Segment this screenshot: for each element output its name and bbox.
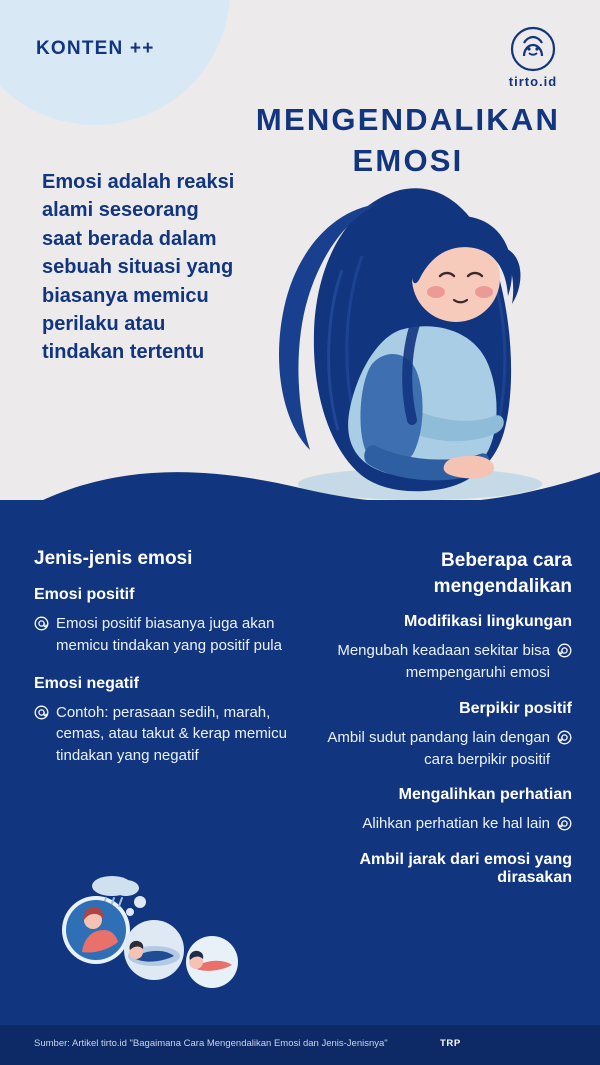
konten-blob-shape <box>0 0 230 125</box>
list-item-text: Emosi positif biasanya juga akan memicu tindakan yang positif pula <box>56 615 282 654</box>
at-symbol-bullet-icon <box>557 730 572 745</box>
left-subheading-positive: Emosi positif <box>34 586 135 603</box>
page-title-line2: EMOSI <box>352 142 464 178</box>
brand-logo <box>500 26 566 89</box>
at-symbol-bullet-icon <box>557 816 572 831</box>
people-thought-bubbles-illustration <box>36 872 266 992</box>
list-item <box>34 702 296 767</box>
tirto-face-logo-icon <box>510 26 556 72</box>
right-column-heading <box>320 548 572 599</box>
left-column-heading: Jenis-jenis emosi <box>34 548 193 569</box>
brand-name: tirto.id <box>508 74 558 89</box>
left-column <box>34 548 296 773</box>
konten-label: KONTEN ++ <box>36 38 155 59</box>
right-heading-line2: mengendalikan <box>433 575 572 597</box>
list-item <box>34 613 296 657</box>
bottom-section <box>0 500 600 1065</box>
source-text: Sumber: Artikel tirto.id "Bagaimana Cara Mengendalikan Emosi dan Jenis-Jenisnya" <box>34 1038 388 1049</box>
list-item <box>320 640 572 684</box>
right-subheading-modifikasi: Modifikasi lingkungan <box>403 613 572 631</box>
credit-text: TRP <box>440 1038 461 1049</box>
list-item-text: Mengubah keadaan sekitar bisa mempengaruhi emosi <box>337 642 550 682</box>
top-section <box>0 0 600 516</box>
left-subheading-negative: Emosi negatif <box>34 674 139 692</box>
page-title-line1: MENGENDALIKAN <box>255 102 561 137</box>
lead-paragraph: Emosi adalah reaksi alami seseorang saat berada dalam sebuah situasi yang biasanya memicu perilaku atau tindakan tertentu <box>42 171 235 364</box>
right-group-berpikir <box>320 700 572 771</box>
wave-divider <box>0 454 600 524</box>
right-group-mengalihkan <box>320 786 572 835</box>
list-item-text: Contoh: perasaan sedih, marah, cemas, atau takut & kerap memicu tindakan yang negatif <box>56 703 287 764</box>
right-column <box>320 548 572 896</box>
left-group-positive <box>34 586 296 657</box>
right-group-modifikasi <box>320 613 572 684</box>
right-heading-line1: Beberapa cara <box>441 550 572 571</box>
list-item-text: Ambil sudut pandang lain dengan cara berpikir positif <box>327 728 550 768</box>
at-symbol-bullet-icon <box>557 643 572 658</box>
at-symbol-bullet-icon <box>34 616 49 631</box>
list-item <box>320 813 572 835</box>
left-group-negative <box>34 675 296 767</box>
list-item-text: Alihkan perhatian ke hal lain <box>362 815 550 833</box>
right-subheading-berpikir: Berpikir positif <box>459 699 572 717</box>
right-subheading-ambil-jarak: Ambil jarak dari emosi yang dirasakan <box>359 851 572 887</box>
footer-bar <box>0 1025 600 1065</box>
list-item <box>320 727 572 771</box>
at-symbol-bullet-icon <box>34 705 49 720</box>
right-subheading-mengalihkan: Mengalihkan perhatian <box>398 786 572 804</box>
